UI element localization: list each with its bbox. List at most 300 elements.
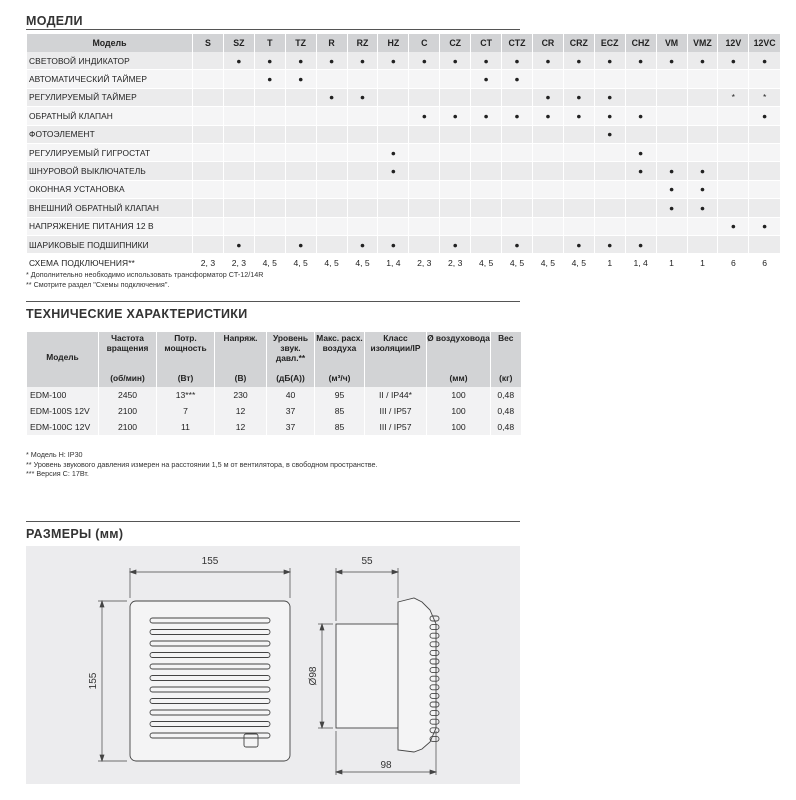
feature-mark: ●: [378, 162, 409, 180]
feature-label: АВТОМАТИЧЕСКИЙ ТАЙМЕР: [27, 70, 193, 88]
feature-mark: [749, 125, 780, 143]
feature-mark: *: [718, 88, 749, 106]
scheme-value: 4, 5: [502, 254, 533, 272]
feature-mark: [316, 235, 347, 253]
feature-mark: ●: [409, 107, 440, 125]
spec-header-unit: (В): [234, 373, 247, 383]
scheme-value: 4, 5: [471, 254, 502, 272]
feature-mark: [254, 88, 285, 106]
feature-mark: ●: [594, 107, 625, 125]
feature-mark: ●: [347, 52, 378, 70]
spec-model: EDM-100: [27, 387, 99, 403]
feature-mark: [316, 162, 347, 180]
feature-mark: [594, 180, 625, 198]
feature-mark: [223, 162, 254, 180]
spec-header-unit: (дБ(А)): [276, 373, 305, 383]
model-col-r: R: [316, 34, 347, 52]
feature-mark: ●: [471, 70, 502, 88]
dims-title: РАЗМЕРЫ (мм): [26, 527, 124, 541]
spec-value: 0,48: [491, 403, 521, 419]
feature-mark: ●: [656, 199, 687, 217]
feature-mark: ●: [532, 52, 563, 70]
feature-mark: [594, 143, 625, 161]
feature-row: [27, 125, 781, 143]
models-footnote-1: * Дополнительно необходимо использовать трансформатор CT-12/14R: [26, 270, 264, 279]
feature-mark: ●: [471, 107, 502, 125]
feature-mark: [532, 199, 563, 217]
model-col-t: T: [254, 34, 285, 52]
spec-value: 2450: [99, 387, 157, 403]
models-rule: [26, 29, 520, 30]
feature-mark: ●: [594, 52, 625, 70]
feature-mark: [563, 180, 594, 198]
feature-mark: [563, 125, 594, 143]
feature-mark: [656, 107, 687, 125]
front-height-label: 155: [88, 672, 99, 690]
model-col-cz: CZ: [440, 34, 471, 52]
feature-mark: ●: [625, 162, 656, 180]
feature-mark: [223, 88, 254, 106]
feature-mark: [347, 217, 378, 235]
spec-value: 95: [315, 387, 365, 403]
feature-mark: ●: [656, 162, 687, 180]
specs-title: ТЕХНИЧЕСКИЕ ХАРАКТЕРИСТИКИ: [26, 307, 248, 321]
feature-mark: ●: [285, 70, 316, 88]
model-col-tz: TZ: [285, 34, 316, 52]
feature-mark: [316, 217, 347, 235]
models-header-label: Модель: [27, 34, 193, 52]
feature-mark: [656, 217, 687, 235]
feature-label: НАПРЯЖЕНИЕ ПИТАНИЯ 12 В: [27, 217, 193, 235]
feature-mark: [254, 143, 285, 161]
feature-mark: [532, 235, 563, 253]
feature-mark: [316, 107, 347, 125]
feature-mark: ●: [378, 52, 409, 70]
specs-rule: [26, 301, 520, 302]
feature-mark: [749, 143, 780, 161]
feature-mark: [409, 217, 440, 235]
feature-mark: [285, 162, 316, 180]
feature-row: [27, 217, 781, 235]
specs-table: [26, 332, 521, 435]
feature-mark: [316, 199, 347, 217]
feature-mark: [193, 107, 224, 125]
feature-mark: [532, 125, 563, 143]
spec-header: [491, 332, 521, 387]
spec-model: EDM-100S 12V: [27, 403, 99, 419]
scheme-value: 4, 5: [254, 254, 285, 272]
feature-mark: [471, 125, 502, 143]
feature-row: [27, 70, 781, 88]
feature-row: [27, 143, 781, 161]
feature-mark: [625, 70, 656, 88]
duct-diameter-label: Ø98: [308, 666, 319, 686]
feature-mark: ●: [254, 70, 285, 88]
scheme-value: 1: [687, 254, 718, 272]
feature-mark: [409, 125, 440, 143]
feature-mark: [223, 180, 254, 198]
feature-mark: [409, 70, 440, 88]
feature-mark: ●: [347, 235, 378, 253]
front-width-label: 155: [201, 556, 219, 567]
feature-mark: [193, 199, 224, 217]
feature-mark: [718, 107, 749, 125]
feature-mark: [656, 125, 687, 143]
feature-mark: [440, 180, 471, 198]
feature-mark: ●: [625, 235, 656, 253]
spec-header: [99, 332, 157, 387]
feature-mark: ●: [594, 88, 625, 106]
specs-header-row: [27, 332, 521, 387]
spec-header-label: Напряж.: [223, 333, 258, 343]
feature-mark: [316, 143, 347, 161]
feature-mark: [223, 199, 254, 217]
spec-model: EDM-100C 12V: [27, 419, 99, 435]
feature-mark: [440, 199, 471, 217]
feature-mark: [471, 199, 502, 217]
feature-mark: [316, 180, 347, 198]
feature-mark: [687, 217, 718, 235]
spec-value: 85: [315, 419, 365, 435]
spec-header-label: Макс. расх. воздуха: [316, 333, 363, 353]
specs-footnote-3: *** Версия C: 17Вт.: [26, 469, 89, 478]
model-col-12vc: 12VC: [749, 34, 780, 52]
feature-mark: [193, 162, 224, 180]
scheme-value: 2, 3: [409, 254, 440, 272]
spec-value: 85: [315, 403, 365, 419]
feature-label: ОБРАТНЫЙ КЛАПАН: [27, 107, 193, 125]
feature-mark: ●: [625, 143, 656, 161]
feature-mark: *: [749, 88, 780, 106]
spec-value: II / IP44*: [365, 387, 427, 403]
front-view: [130, 601, 290, 761]
scheme-value: 1, 4: [378, 254, 409, 272]
feature-mark: ●: [563, 107, 594, 125]
models-header-row: [27, 34, 781, 52]
feature-mark: [223, 125, 254, 143]
feature-mark: ●: [254, 52, 285, 70]
feature-mark: ●: [687, 180, 718, 198]
scheme-value: 4, 5: [285, 254, 316, 272]
feature-label: РЕГУЛИРУЕМЫЙ ТАЙМЕР: [27, 88, 193, 106]
spec-value: III / IP57: [365, 403, 427, 419]
feature-mark: [347, 199, 378, 217]
spec-value: 100: [427, 403, 491, 419]
spec-value: 40: [267, 387, 315, 403]
feature-row: [27, 162, 781, 180]
feature-mark: [285, 199, 316, 217]
feature-mark: [563, 70, 594, 88]
feature-mark: [285, 217, 316, 235]
feature-mark: [687, 88, 718, 106]
feature-mark: ●: [625, 107, 656, 125]
spec-header: [365, 332, 427, 387]
feature-row: [27, 52, 781, 70]
feature-mark: ●: [594, 235, 625, 253]
feature-mark: ●: [749, 217, 780, 235]
side-depth-label: 55: [361, 556, 373, 567]
feature-mark: [502, 162, 533, 180]
models-footnote-2: ** Смотрите раздел "Схемы подключения".: [26, 279, 170, 289]
spec-value: III / IP57: [365, 419, 427, 435]
feature-mark: [749, 235, 780, 253]
model-col-c: C: [409, 34, 440, 52]
feature-mark: ●: [440, 107, 471, 125]
feature-mark: [502, 199, 533, 217]
feature-mark: [594, 70, 625, 88]
feature-mark: [378, 180, 409, 198]
feature-mark: ●: [718, 52, 749, 70]
spec-header-unit: (м³/ч): [328, 373, 351, 383]
feature-mark: ●: [378, 235, 409, 253]
feature-mark: [749, 199, 780, 217]
specs-footnote-1: * Модель H: IP30: [26, 450, 83, 459]
feature-mark: [285, 125, 316, 143]
dims-rule: [26, 521, 520, 522]
feature-label: ВНЕШНИЙ ОБРАТНЫЙ КЛАПАН: [27, 199, 193, 217]
model-col-vmz: VMZ: [687, 34, 718, 52]
feature-mark: [254, 199, 285, 217]
feature-mark: [440, 162, 471, 180]
feature-mark: [656, 88, 687, 106]
feature-mark: [718, 143, 749, 161]
feature-mark: ●: [502, 235, 533, 253]
feature-mark: [656, 143, 687, 161]
feature-mark: [440, 88, 471, 106]
spec-value: 230: [215, 387, 267, 403]
feature-mark: ●: [502, 107, 533, 125]
scheme-value: 2, 3: [193, 254, 224, 272]
model-col-hz: HZ: [378, 34, 409, 52]
spec-header-label: Модель: [46, 352, 79, 362]
feature-mark: [378, 88, 409, 106]
feature-mark: [193, 88, 224, 106]
side-bottom-label: 98: [380, 760, 392, 771]
spec-header-label: Частота вращения: [106, 333, 149, 353]
feature-mark: [347, 107, 378, 125]
spec-header-unit: (Вт): [177, 373, 194, 383]
feature-mark: [687, 235, 718, 253]
scheme-value: 6: [749, 254, 780, 272]
feature-mark: [378, 70, 409, 88]
model-col-chz: CHZ: [625, 34, 656, 52]
feature-mark: ●: [687, 52, 718, 70]
feature-mark: ●: [594, 125, 625, 143]
feature-label: ШНУРОВОЙ ВЫКЛЮЧАТЕЛЬ: [27, 162, 193, 180]
spec-value: 0,48: [491, 419, 521, 435]
model-col-cr: CR: [532, 34, 563, 52]
feature-mark: [471, 217, 502, 235]
feature-mark: ●: [409, 52, 440, 70]
feature-mark: [656, 235, 687, 253]
model-col-s: S: [193, 34, 224, 52]
feature-mark: [254, 235, 285, 253]
spec-value: 0,48: [491, 387, 521, 403]
feature-row: [27, 180, 781, 198]
feature-mark: [718, 199, 749, 217]
feature-mark: ●: [502, 52, 533, 70]
feature-row: [27, 88, 781, 106]
spec-value: 37: [267, 403, 315, 419]
feature-mark: [223, 70, 254, 88]
feature-mark: [471, 180, 502, 198]
feature-mark: [409, 199, 440, 217]
feature-mark: [687, 143, 718, 161]
spec-value: 13***: [157, 387, 215, 403]
feature-mark: [749, 180, 780, 198]
feature-mark: ●: [749, 107, 780, 125]
feature-mark: [718, 162, 749, 180]
feature-mark: [532, 180, 563, 198]
models-footnotes: [26, 270, 263, 289]
spec-header-label: Потр. мощность: [164, 333, 207, 353]
feature-row: [27, 199, 781, 217]
spec-value: 100: [427, 419, 491, 435]
scheme-value: 4, 5: [347, 254, 378, 272]
feature-mark: ●: [285, 235, 316, 253]
feature-mark: [594, 217, 625, 235]
scheme-value: 4, 5: [563, 254, 594, 272]
feature-mark: ●: [532, 107, 563, 125]
feature-mark: ●: [223, 52, 254, 70]
feature-mark: ●: [656, 52, 687, 70]
specs-footnotes: [26, 450, 378, 479]
spec-header-label: Вес: [498, 333, 514, 343]
feature-mark: [316, 125, 347, 143]
feature-mark: ●: [316, 52, 347, 70]
feature-mark: [254, 217, 285, 235]
feature-mark: [285, 180, 316, 198]
feature-mark: [687, 70, 718, 88]
model-col-sz: SZ: [223, 34, 254, 52]
feature-mark: [193, 52, 224, 70]
feature-label: РЕГУЛИРУЕМЫЙ ГИГРОСТАТ: [27, 143, 193, 161]
feature-mark: [347, 162, 378, 180]
feature-mark: [502, 125, 533, 143]
model-col-vm: VM: [656, 34, 687, 52]
schemes-label: СХЕМА ПОДКЛЮЧЕНИЯ**: [27, 254, 193, 272]
feature-label: ОКОННАЯ УСТАНОВКА: [27, 180, 193, 198]
model-col-ct: CT: [471, 34, 502, 52]
feature-mark: ●: [749, 52, 780, 70]
spec-header-label: Класс изоляции/IP: [370, 333, 421, 353]
scheme-value: 6: [718, 254, 749, 272]
feature-mark: [625, 199, 656, 217]
scheme-value: 1: [656, 254, 687, 272]
feature-mark: ●: [502, 70, 533, 88]
feature-mark: [532, 217, 563, 235]
feature-mark: ●: [625, 52, 656, 70]
feature-mark: [378, 107, 409, 125]
feature-mark: [625, 125, 656, 143]
spec-header-unit: (об/мин): [110, 373, 145, 383]
feature-mark: [594, 199, 625, 217]
feature-mark: [687, 107, 718, 125]
feature-mark: [223, 217, 254, 235]
feature-mark: ●: [656, 180, 687, 198]
feature-mark: ●: [347, 88, 378, 106]
feature-mark: [594, 162, 625, 180]
spec-value: 12: [215, 419, 267, 435]
feature-mark: ●: [440, 235, 471, 253]
feature-mark: [409, 180, 440, 198]
feature-mark: [532, 70, 563, 88]
model-col-crz: CRZ: [563, 34, 594, 52]
spec-value: 11: [157, 419, 215, 435]
scheme-value: 4, 5: [532, 254, 563, 272]
feature-mark: ●: [316, 88, 347, 106]
feature-mark: [718, 125, 749, 143]
models-title: МОДЕЛИ: [26, 14, 83, 28]
feature-mark: [409, 235, 440, 253]
feature-mark: [409, 162, 440, 180]
spec-value: 7: [157, 403, 215, 419]
scheme-value: 2, 3: [440, 254, 471, 272]
feature-mark: [409, 88, 440, 106]
feature-mark: ●: [532, 88, 563, 106]
spec-header-unit: [365, 373, 426, 387]
feature-mark: ●: [378, 143, 409, 161]
model-col-12v: 12V: [718, 34, 749, 52]
feature-mark: ●: [471, 52, 502, 70]
feature-mark: [625, 217, 656, 235]
feature-mark: [749, 70, 780, 88]
feature-mark: [254, 125, 285, 143]
feature-mark: [563, 143, 594, 161]
feature-mark: [532, 143, 563, 161]
feature-mark: [378, 217, 409, 235]
feature-mark: ●: [718, 217, 749, 235]
feature-mark: ●: [285, 52, 316, 70]
feature-mark: ●: [440, 52, 471, 70]
spec-value: 2100: [99, 403, 157, 419]
feature-mark: [285, 143, 316, 161]
feature-mark: ●: [687, 199, 718, 217]
spec-row: [27, 387, 521, 403]
specs-footnote-2: ** Уровень звукового давления измерен на расстоянии 1,5 м от вентилятора, в свободном пространстве.: [26, 459, 378, 469]
feature-mark: [625, 180, 656, 198]
spec-value: 100: [427, 387, 491, 403]
feature-mark: [193, 235, 224, 253]
feature-mark: [347, 125, 378, 143]
feature-label: ФОТОЭЛЕМЕНТ: [27, 125, 193, 143]
feature-mark: [193, 70, 224, 88]
spec-header-unit: [27, 373, 98, 387]
spec-header-label: Уровень звук. давл.**: [272, 333, 309, 363]
feature-mark: [718, 70, 749, 88]
spec-row: [27, 419, 521, 435]
feature-mark: [687, 125, 718, 143]
feature-mark: [718, 235, 749, 253]
scheme-value: 1, 4: [625, 254, 656, 272]
feature-mark: [718, 180, 749, 198]
feature-mark: [347, 143, 378, 161]
spec-row: [27, 403, 521, 419]
feature-row: [27, 235, 781, 253]
scheme-value: 1: [594, 254, 625, 272]
feature-mark: [347, 70, 378, 88]
feature-mark: [285, 88, 316, 106]
feature-mark: [532, 162, 563, 180]
spec-header: [215, 332, 267, 387]
feature-mark: [440, 143, 471, 161]
feature-mark: [254, 180, 285, 198]
feature-mark: [656, 70, 687, 88]
models-table: [26, 34, 780, 273]
spec-value: 12: [215, 403, 267, 419]
feature-mark: [563, 162, 594, 180]
feature-mark: [440, 125, 471, 143]
